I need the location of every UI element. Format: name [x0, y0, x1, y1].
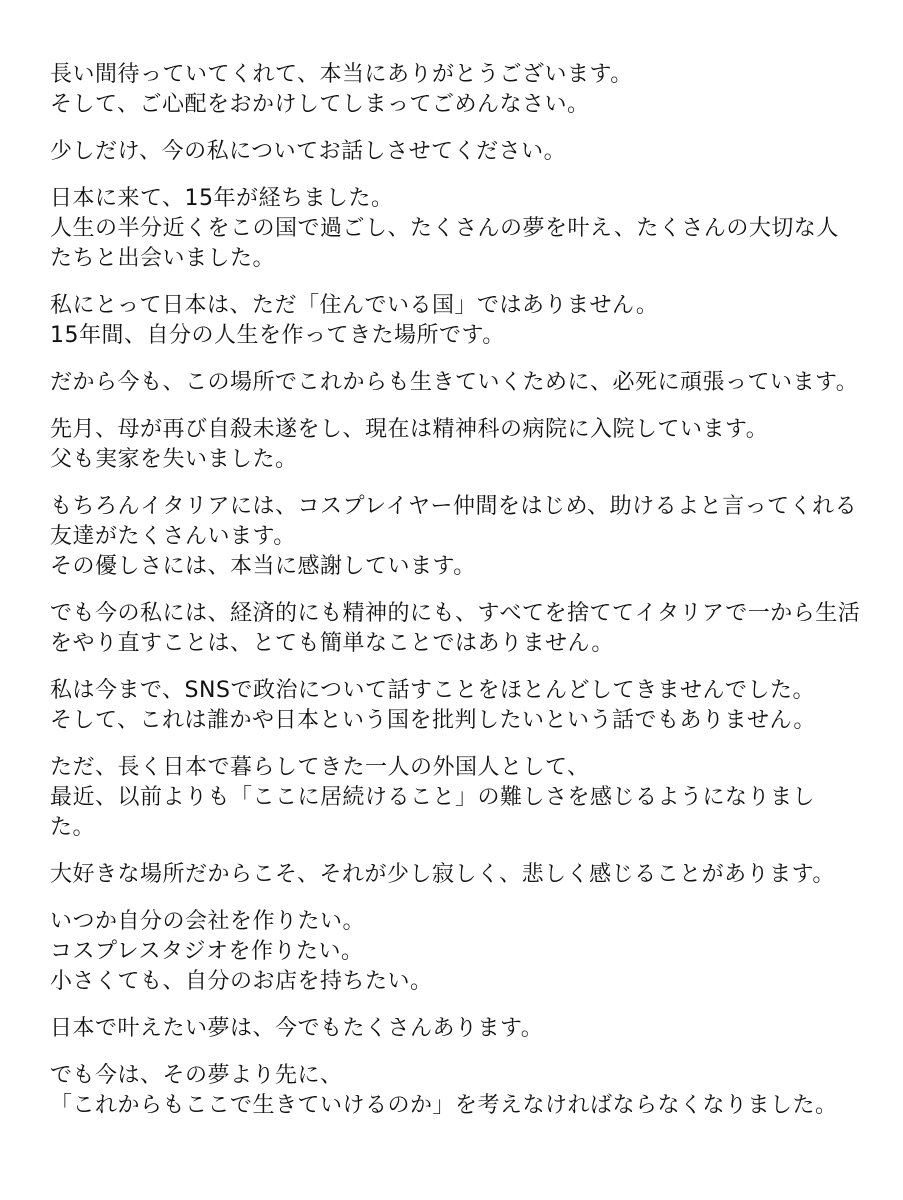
message-line: そして、ご心配をおかけしてしまってごめんなさい。 — [50, 92, 590, 117]
message-line: た。 — [50, 815, 96, 840]
message-paragraph — [50, 368, 870, 398]
message-line: でも今の私には、経済的にも精神的にも、すべてを捨ててイタリアで一から生活 — [50, 601, 861, 626]
message-line: 大好きな場所だからこそ、それが少し寂しく、悲しく感じることがあります。 — [50, 862, 835, 887]
message-body — [50, 60, 870, 1138]
message-line: 「これからもここで生きていけるのか」を考えなければならなくなりました。 — [50, 1093, 838, 1118]
message-paragraph — [50, 1061, 870, 1121]
message-paragraph — [50, 415, 870, 475]
message-line: 私にとって日本は、ただ「住んでいる国」ではありません。 — [50, 293, 659, 318]
message-line: たちと出会いました。 — [50, 246, 276, 271]
message-line: 父も実家を失いました。 — [50, 447, 298, 472]
message-line: 小さくても、自分のお店を持ちたい。 — [50, 969, 433, 994]
message-line: ただ、長く日本で暮らしてきた一人の外国人として、 — [50, 755, 590, 780]
message-line: 日本で叶えたい夢は、今でもたくさんあります。 — [50, 1016, 544, 1041]
message-line: もちろんイタリアには、コスプレイヤー仲間をはじめ、助けるよと言ってくれる — [50, 494, 858, 519]
message-paragraph — [50, 492, 870, 582]
message-paragraph — [50, 137, 870, 167]
message-paragraph — [50, 184, 870, 274]
message-line: 友達がたくさんいます。 — [50, 524, 296, 549]
message-paragraph — [50, 753, 870, 843]
message-line: 少しだけ、今の私についてお話しさせてください。 — [50, 139, 567, 164]
message-line: いつか自分の会社を作りたい。 — [50, 909, 366, 934]
message-paragraph — [50, 907, 870, 997]
message-line: 長い間待っていてくれて、本当にありがとうございます。 — [50, 62, 633, 87]
message-line: 15年間、自分の人生を作ってきた場所です。 — [50, 323, 505, 348]
message-line: 最近、以前よりも「ここに居続けること」の難しさを感じるようになりまし — [50, 785, 816, 810]
message-line: 私は今まで、SNSで政治について話すことをほとんどしてきませんでした。 — [50, 678, 816, 703]
message-line: だから今も、この場所でこれからも生きていくために、必死に頑張っています。 — [50, 370, 859, 395]
message-line: をやり直すことは、とても簡単なことではありません。 — [50, 631, 614, 656]
message-line: その優しさには、本当に感謝しています。 — [50, 554, 476, 579]
message-line: でも今は、その夢より先に、 — [50, 1063, 343, 1088]
message-paragraph — [50, 860, 870, 890]
message-paragraph — [50, 676, 870, 736]
message-line: 日本に来て、15年が経ちました。 — [50, 186, 394, 211]
message-line: 人生の半分近くをこの国で過ごし、たくさんの夢を叶え、たくさんの大切な人 — [50, 216, 839, 241]
message-paragraph — [50, 599, 870, 659]
message-paragraph — [50, 291, 870, 351]
message-paragraph — [50, 1014, 870, 1044]
message-line: コスプレスタジオを作りたい。 — [50, 939, 364, 964]
message-line: 先月、母が再び自殺未遂をし、現在は精神科の病院に入院しています。 — [50, 417, 769, 442]
message-paragraph — [50, 60, 870, 120]
message-line: そして、これは誰かや日本という国を批判したいという話でもありません。 — [50, 708, 816, 733]
